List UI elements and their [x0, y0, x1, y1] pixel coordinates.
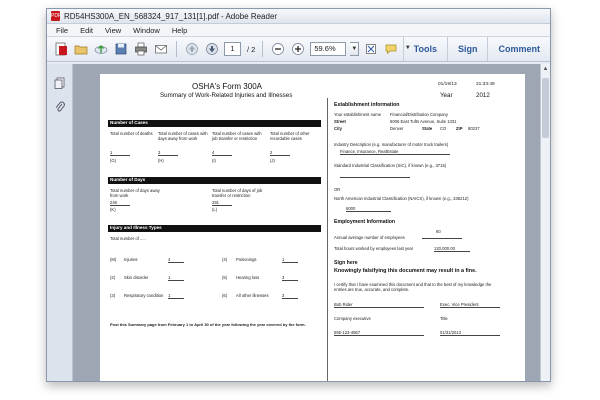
hours-worked-value: 120,000.00	[434, 246, 470, 252]
navigation-pane	[47, 64, 73, 382]
page-title: OSHA's Form 300A	[192, 82, 262, 91]
company-executive-label: Company executive	[334, 316, 371, 321]
cases-transfer-code: (I)	[212, 158, 216, 163]
year-value: 2012	[476, 92, 490, 99]
illness-left-code: (2)	[110, 275, 116, 280]
next-page-icon[interactable]	[204, 41, 220, 57]
employment-header: Employment Information	[334, 219, 396, 225]
menu-file[interactable]: File	[56, 25, 69, 35]
toolbar-separator	[262, 41, 263, 57]
days-away-code: (K)	[110, 207, 116, 212]
cases-transfer-value: 4	[212, 150, 232, 156]
zip-value: 80237	[468, 126, 480, 131]
cases-deaths-label: Total number of deaths	[110, 131, 153, 136]
cases-section-header: Number of Cases	[108, 120, 321, 127]
sign-button[interactable]: Sign	[447, 37, 488, 61]
illness-right-label: Poisonings	[236, 257, 257, 262]
cases-other-value: 2	[270, 150, 290, 156]
column-divider	[327, 98, 328, 382]
avg-employees-label: Annual average number of employees	[334, 235, 405, 240]
state-value: CO	[440, 126, 447, 131]
zip-label: ZIP	[456, 126, 463, 131]
street-label: Street	[334, 119, 346, 124]
toolbar-separator	[176, 41, 177, 57]
cases-other-code: (J)	[270, 158, 275, 163]
city-label: City	[334, 126, 342, 131]
menu-view[interactable]: View	[105, 25, 122, 35]
menu-bar	[47, 24, 550, 37]
establishment-name-label: Your establishment name	[334, 112, 382, 117]
attachments-paperclip-icon[interactable]	[54, 100, 66, 112]
year-label: Year	[440, 92, 453, 99]
establishment-header: Establishment information	[334, 102, 400, 108]
sign-date: 01/31/2013	[440, 330, 500, 336]
illness-left-label: Skin disorder	[124, 275, 149, 280]
adobe-reader-window	[46, 8, 551, 382]
title-label: Title	[440, 316, 448, 321]
cases-other-label: Total number of other recordable cases	[270, 131, 310, 142]
illness-right-label: All other illnesses	[236, 293, 269, 298]
days-transfer-code: (L)	[212, 207, 218, 212]
toolbar	[47, 37, 550, 62]
print-date: 01/19/13	[438, 82, 457, 87]
zoom-in-icon[interactable]	[290, 41, 306, 57]
days-section-header: Number of Days	[108, 177, 321, 184]
illness-left-value: 1	[168, 275, 184, 281]
illness-right-code: (4)	[222, 257, 228, 262]
illness-left-label: Injuries	[124, 257, 138, 262]
illness-section-header: Injury and Illness Types	[108, 225, 321, 232]
save-icon[interactable]	[113, 41, 129, 57]
industry-value: Finance, Insurance, RealEstate	[340, 149, 450, 155]
illness-right-code: (5)	[222, 275, 228, 280]
email-icon[interactable]	[153, 41, 169, 57]
cases-days-away-value: 3	[158, 150, 178, 156]
avg-employees-line	[422, 238, 462, 239]
city-value: Denver	[390, 126, 404, 131]
scroll-up-icon[interactable]: ▲	[542, 66, 549, 72]
signer-position: Exec. Vice President	[440, 302, 500, 308]
days-transfer-value: 291	[212, 200, 232, 206]
fit-page-icon[interactable]	[363, 41, 379, 57]
print-icon[interactable]	[133, 41, 149, 57]
menu-help[interactable]: Help	[171, 25, 188, 35]
illness-left-label: Respiratory condition	[124, 293, 164, 298]
illness-left-value: 4	[168, 257, 184, 263]
pdf-app-icon: PDF	[51, 13, 61, 19]
or-label: OR	[334, 187, 341, 192]
illness-left-value: 1	[168, 293, 184, 299]
state-label: State	[422, 126, 433, 131]
industry-label: Industry Description (e.g. manufacturer of motor truck trailers)	[334, 142, 449, 147]
days-transfer-label: Total number of days of job transfer or restriction	[212, 188, 263, 199]
zoom-level-input[interactable]: 59.6%	[310, 42, 346, 56]
zoom-out-icon[interactable]	[270, 41, 286, 57]
naics-value: 6000	[346, 206, 391, 212]
zoom-dropdown-chevron-icon[interactable]: ▼	[350, 42, 359, 56]
pdf-page	[100, 74, 525, 382]
signer-name: Bob Rider	[334, 302, 424, 308]
menu-window[interactable]: Window	[133, 25, 160, 35]
illness-left-code: (3)	[110, 293, 116, 298]
document-viewport[interactable]	[73, 64, 542, 382]
illness-right-code: (6)	[222, 293, 228, 298]
sign-header: Sign here	[334, 260, 358, 266]
window-title: RD54HS300A_EN_568324_917_131[1].pdf - Adobe Reader	[64, 11, 278, 21]
sic-label: Standard Industrial Classification (SIC), if known (e.g., 3715)	[334, 163, 447, 168]
page-number-input[interactable]: 1	[224, 42, 241, 56]
sic-blank-line	[340, 177, 410, 178]
falsifying-warning: Knowingly falsifying this document may result in a fine.	[334, 268, 477, 274]
task-panes	[403, 37, 550, 61]
illness-right-value: 3	[282, 275, 298, 281]
cases-deaths-value: 1	[110, 150, 130, 156]
previous-page-icon[interactable]	[184, 41, 200, 57]
comment-dropdown-chevron-icon[interactable]: ▼	[404, 45, 411, 51]
print-time: 21:33:49	[476, 82, 495, 87]
certify-text: I certify that I have examined this document and that to the best of my knowledge the entries are true, accurate, and complete.	[334, 282, 492, 293]
days-away-label: Total number of days away from work	[110, 188, 160, 199]
scroll-thumb[interactable]	[542, 78, 549, 138]
menu-edit[interactable]: Edit	[80, 25, 94, 35]
create-pdf-icon[interactable]	[53, 41, 69, 57]
cases-transfer-label: Total number of cases with job transfer or restriction	[212, 131, 262, 142]
days-away-value: 246	[110, 200, 130, 206]
comment-button[interactable]: Comment	[487, 37, 550, 61]
signer-phone: 555-123-4567	[334, 330, 424, 336]
post-summary-note: Post this Summary page from February 1 to April 30 of the year following the year covered by the form.	[110, 322, 306, 327]
page-subtitle: Summary of Work-Related Injuries and Illnesses	[160, 92, 293, 99]
establishment-name: Financial/Distribution Company	[390, 112, 448, 117]
illness-right-value: 1	[282, 257, 298, 263]
vertical-scrollbar[interactable]	[540, 64, 550, 382]
cases-days-away-code: (H)	[158, 158, 164, 163]
illness-right-label: Hearing loss	[236, 275, 260, 280]
page-thumbnails-icon[interactable]	[54, 76, 66, 88]
illness-left-code: (M)	[110, 257, 117, 262]
avg-employees-value: 60	[436, 229, 441, 234]
illness-intro: Total number of .....	[110, 236, 146, 241]
cloud-upload-icon[interactable]	[93, 41, 109, 57]
street-value: 6006 East Tufts Avenue, Suite 1331	[390, 119, 457, 124]
page-total-label: / 2	[247, 44, 256, 54]
cases-deaths-code: (G)	[110, 158, 117, 163]
title-bar	[47, 9, 550, 24]
comment-bubble-icon[interactable]	[383, 41, 399, 57]
hours-worked-label: Total hours worked by employees last year	[334, 246, 414, 251]
illness-right-value: 3	[282, 293, 298, 299]
tools-button[interactable]: Tools	[403, 37, 447, 61]
cases-days-away-label: Total number of cases with days away from work	[158, 131, 208, 142]
naics-label: North American Industrial Classification (NAICS), if known (e.g., 336212)	[334, 196, 469, 201]
open-folder-icon[interactable]	[73, 41, 89, 57]
